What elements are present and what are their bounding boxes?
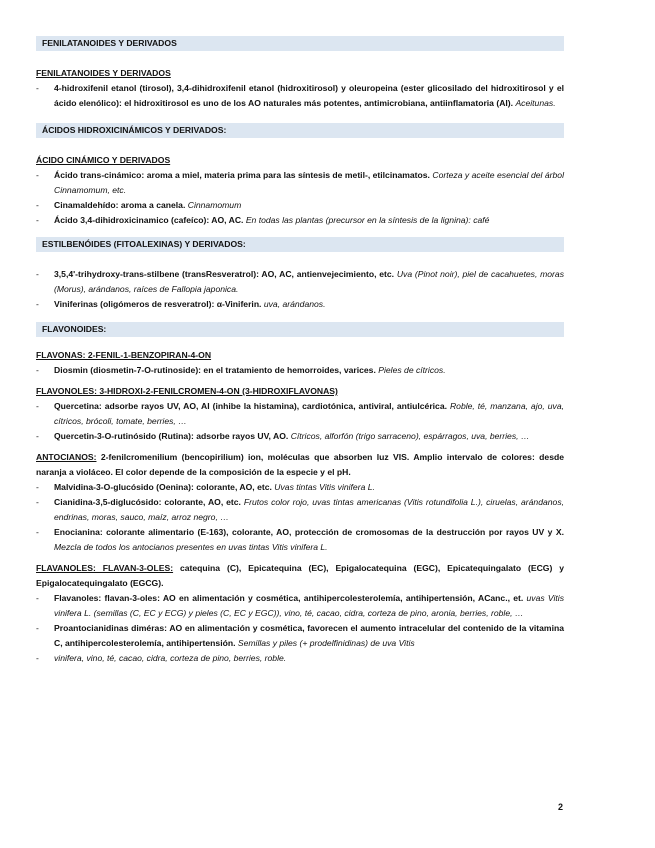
list-item: - Proantocianidinas diméras: AO en alimentación y cosmética, favorecen el aumento intracelular del contenido de la vitamina C, antihipercolesterolemía, antihipertensión. Semillas y piles (+ prodelfinidinas) de uva Vitis — [36, 621, 564, 651]
list-item: - Malvidina-3-O-glucósido (Oenina): colorante, AO, etc. Uvas tintas Vitis vinifera L. — [36, 480, 564, 495]
list-item: - Quercetin-3-O-rutinósido (Rutina): adsorbe rayos UV, AO. Cítricos, alforfón (trigo sarraceno), espárragos, uva, berries, … — [36, 429, 564, 444]
subheading-fenilatanoides: FENILATANOIDES Y DERIVADOS — [36, 68, 171, 78]
flavanoles-paragraph: FLAVANOLES: FLAVAN-3-OLES: catequina (C), Epicatequina (EC), Epigalocatequina (EGC), Epicatequingalato (ECG) y Epigalocatequingalato (EGCG). — [36, 563, 565, 588]
list-flavanoles — [36, 591, 564, 666]
list-fenilatanoides — [36, 81, 564, 111]
list-item: - 4-hidroxifenil etanol (tirosol), 3,4-dihidroxifenil etanol (hidroxitirosol) y oleuropeina (ester glicosilado del hidroxitirosol y el ácido elenólico): el hidroxitirosol es uno de los AO naturales más potentes, antimicrobiana, antiinflamatoria (AI). Aceitunas. — [36, 81, 564, 111]
subheading-flavonas: FLAVONAS: 2-FENIL-1-BENZOPIRAN-4-ON — [36, 350, 212, 360]
subheading-flavonoles: FLAVONOLES: 3-HIDROXI-2-FENILCROMEN-4-ON (3-HIDROXIFLAVONAS) — [36, 386, 338, 396]
page-number: 2 — [558, 802, 564, 812]
subheading-antocianos: ANTOCIANOS: — [36, 452, 97, 462]
list-flavonoles — [36, 399, 564, 444]
list-item: - Cinamaldehído: aroma a canela. Cinnamomum — [36, 198, 564, 213]
section-band-fenilatanoides: FENILATANOIDES Y DERIVADOS — [36, 36, 564, 51]
list-item: - Enocianina: colorante alimentario (E-163), colorante, AO, protección de cromosomas de la destrucción por rayos UV y X. Mezcla de todos los antocianos presentes en uvas tintas Vitis vinifera L. — [36, 525, 564, 555]
list-item: - Diosmin (diosmetin-7-O-rutinoside): en el tratamiento de hemorroides, varices. Pieles de cítricos. — [36, 363, 564, 378]
subheading-flavanoles: FLAVANOLES: FLAVAN-3-OLES: — [36, 563, 174, 573]
list-item: - Ácido 3,4-dihidroxicinamico (cafeíco): AO, AC. En todas las plantas (precursor en la síntesis de la lignina): café — [36, 213, 564, 228]
subheading-acido-cinamico: ÁCIDO CINÁMICO Y DERIVADOS — [36, 155, 171, 165]
antocianos-paragraph: ANTOCIANOS: 2-fenilcromenilium (bencopirilium) ion, moléculas que absorben luz VIS. Amplio intervalo de colores: desde naranja a violáceo. El color depende de la composición de la especie y el pH. — [36, 452, 565, 477]
list-antocianos — [36, 480, 564, 555]
list-item: - Quercetina: adsorbe rayos UV, AO, AI (inhibe la histamina), cardiotónica, antiviral, antiulcérica. Roble, té, manzana, ajo, uva, cítricos, brócoli, tomate, berries, … — [36, 399, 564, 429]
list-estilbenoides — [36, 267, 564, 312]
section-band-hidroxicinamicos: ÁCIDOS HIDROXICINÁMICOS Y DERIVADOS: — [36, 123, 564, 138]
list-acido-cinamico — [36, 168, 564, 228]
section-band-flavonoides: FLAVONOIDES: — [36, 322, 564, 337]
list-item: - Cianidina-3,5-diglucósido: colorante, AO, etc. Frutos color rojo, uvas tintas americanas (Vitis rotundifolia L.), ciruelas, arándanos, endrinas, moras, sauco, maíz, arroz negro, … — [36, 495, 564, 525]
list-item: - vinifera, vino, té, cacao, cidra, corteza de pino, berries, roble. — [36, 651, 564, 666]
list-item: - Viniferinas (oligómeros de resveratrol): α-Viniferin. uva, arándanos. — [36, 297, 564, 312]
section-band-estilbenoides: ESTILBENÓIDES (FITOALEXINAS) Y DERIVADOS: — [36, 237, 564, 252]
list-flavonas — [36, 363, 564, 378]
page-content — [36, 36, 564, 666]
list-item: - 3,5,4'-trihydroxy-trans-stilbene (transResveratrol): AO, AC, antienvejecimiento, etc. Uva (Pinot noir), piel de cacahuetes, moras (Morus), arándanos, raíces de Fallopia japonica. — [36, 267, 564, 297]
list-item: - Flavanoles: flavan-3-oles: AO en alimentación y cosmética, antihipercolesterolemía, antihipertensión, ACanc., et. uvas Vitis vinifera L. (semillas (C, EC y ECG) y pieles (C, EC y EGC)), vino, té, cacao, cidra, corteza de pino, aronia, berries, roble, … — [36, 591, 564, 621]
list-item: - Ácido trans-cinámico: aroma a miel, materia prima para las síntesis de metil-, etilcinamatos. Corteza y aceite esencial del árbol Cinnamomum, etc. — [36, 168, 564, 198]
